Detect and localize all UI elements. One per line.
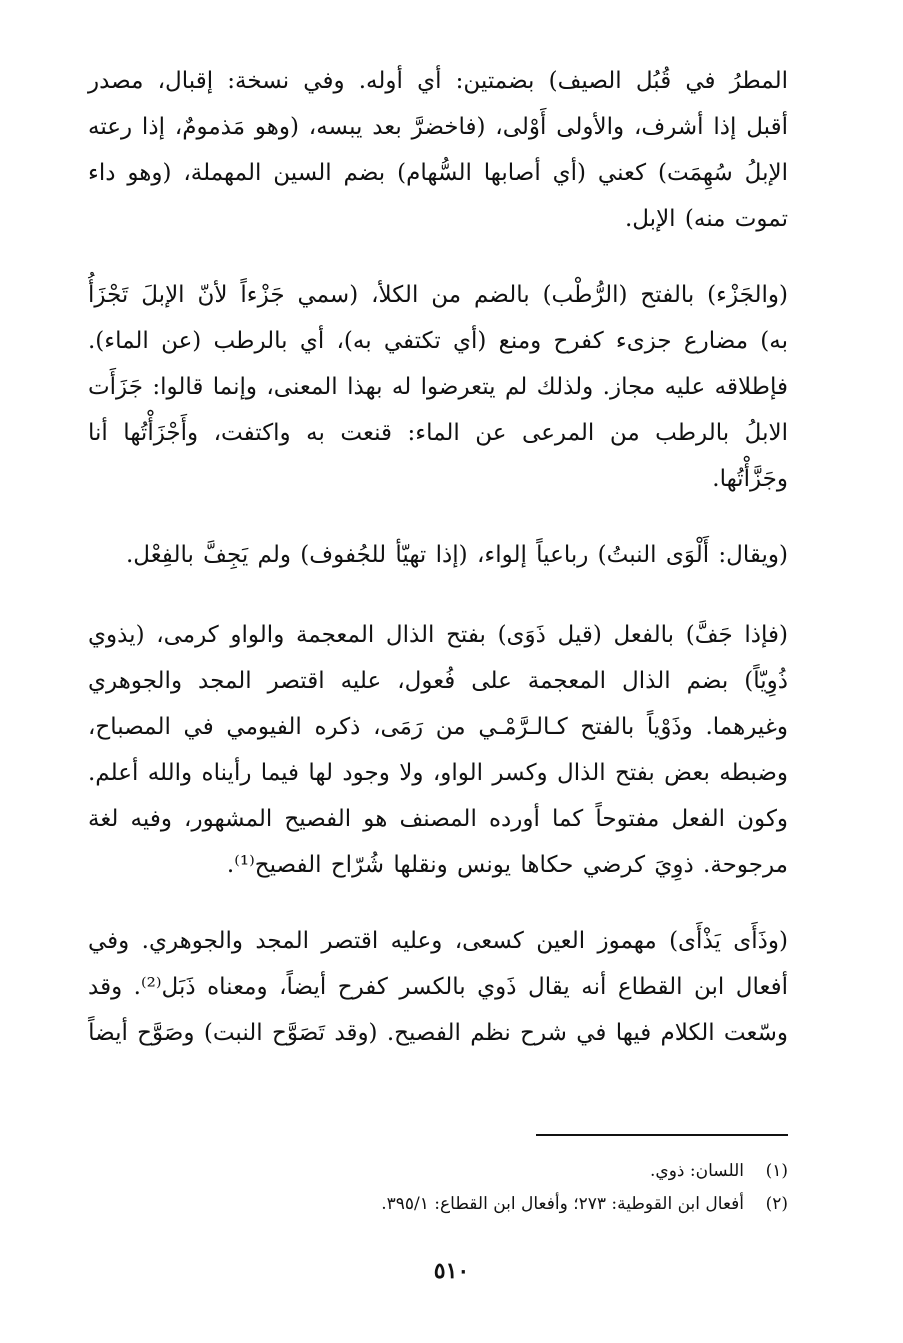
footnotes [88, 1155, 788, 1221]
paragraph-5: (وذَأَى يَذْأَى) مهموز العين كسعى، وعليه اقتصر المجد والجوهري. وفي أفعال ابن القطاع أنه يقال ذَوي بالكسر كفرح أيضاً، ومعناه ذَبَل⁽²⁾. وقد وسّعت الكلام فيها في شرح نظم الفصيح. (وقد تَصَوَّح النبت) وصَوَّح أيضاً [88, 928, 788, 1046]
footnote-text: أفعال ابن القوطية: ٢٧٣؛ وأفعال ابن القطاع: ٣٩٥/١. [381, 1194, 744, 1214]
paragraph-3: (ويقال: أَلْوَى النبتُ) رباعياً إلواء، (إذا تهيّأ للجُفوف) ولم يَجِفَّ بالفِعْل. [125, 542, 788, 568]
main-text [88, 58, 788, 1056]
paragraph-2: (والجَزْء) بالفتح (الرُّطْب) بالضم من الكلأ، (سمي جَزْءاً لأنّ الإبلَ تَجْزَأُ به) مضارع جزىء كفرح ومنع (أي تكتفي به)، أي بالرطب (عن الماء). فإطلاقه عليه مجاز. ولذلك لم يتعرضوا له بهذا المعنى، وإنما قالوا: جَزَأَت الابلُ بالرطب من المرعى عن الماء: قنعت به واكتفت، وأَجْزَأْتُها أنا وجَزَّأْتُها. [88, 282, 788, 492]
footnote-number: (١) [765, 1161, 788, 1181]
page-number: ٥١٠ [433, 1258, 470, 1284]
footnote-number: (٢) [765, 1194, 788, 1214]
footnote-divider [536, 1134, 788, 1136]
paragraph-4: (فإذا جَفَّ) بالفعل (قيل ذَوَى) بفتح الذال المعجمة والواو كرمى، (يذوي ذُوِيّاً) بضم الذال المعجمة على فُعول، عليه اقتصر المجد والجوهري وغيرهما. وذَوْياً بالفتح كـالـرَّمْـي من رَمَى، ذكره الفيومي في المصباح، وضبطه بعض بفتح الذال وكسر الواو، ولا وجود لها فيما رأيناه والله أعلم. وكون الفعل مفتوحاً كما أورده المصنف هو الفصيح المشهور، وفيه لغة مرجوحة. ذوِيَ كرضي حكاها يونس ونقلها شُرّاح الفصيح⁽¹⁾. [88, 622, 788, 878]
footnote-text: اللسان: ذوي. [650, 1161, 744, 1181]
footnote-2 [88, 1188, 788, 1221]
footnote-1 [88, 1155, 788, 1188]
paragraph-1: المطرُ في قُبُل الصيف) بضمتين: أي أوله. وفي نسخة: إقبال، مصدر أقبل إذا أشرف، والأولى أَوْلى، (فاخضرَّ بعد يبسه، (وهو مَذمومٌ، إذا رعته الإبلُ سُهِمَت) كعني (أي أصابها السُّهام) بضم السين المهملة، (وهو داء تموت منه) الإبل. [88, 68, 788, 232]
